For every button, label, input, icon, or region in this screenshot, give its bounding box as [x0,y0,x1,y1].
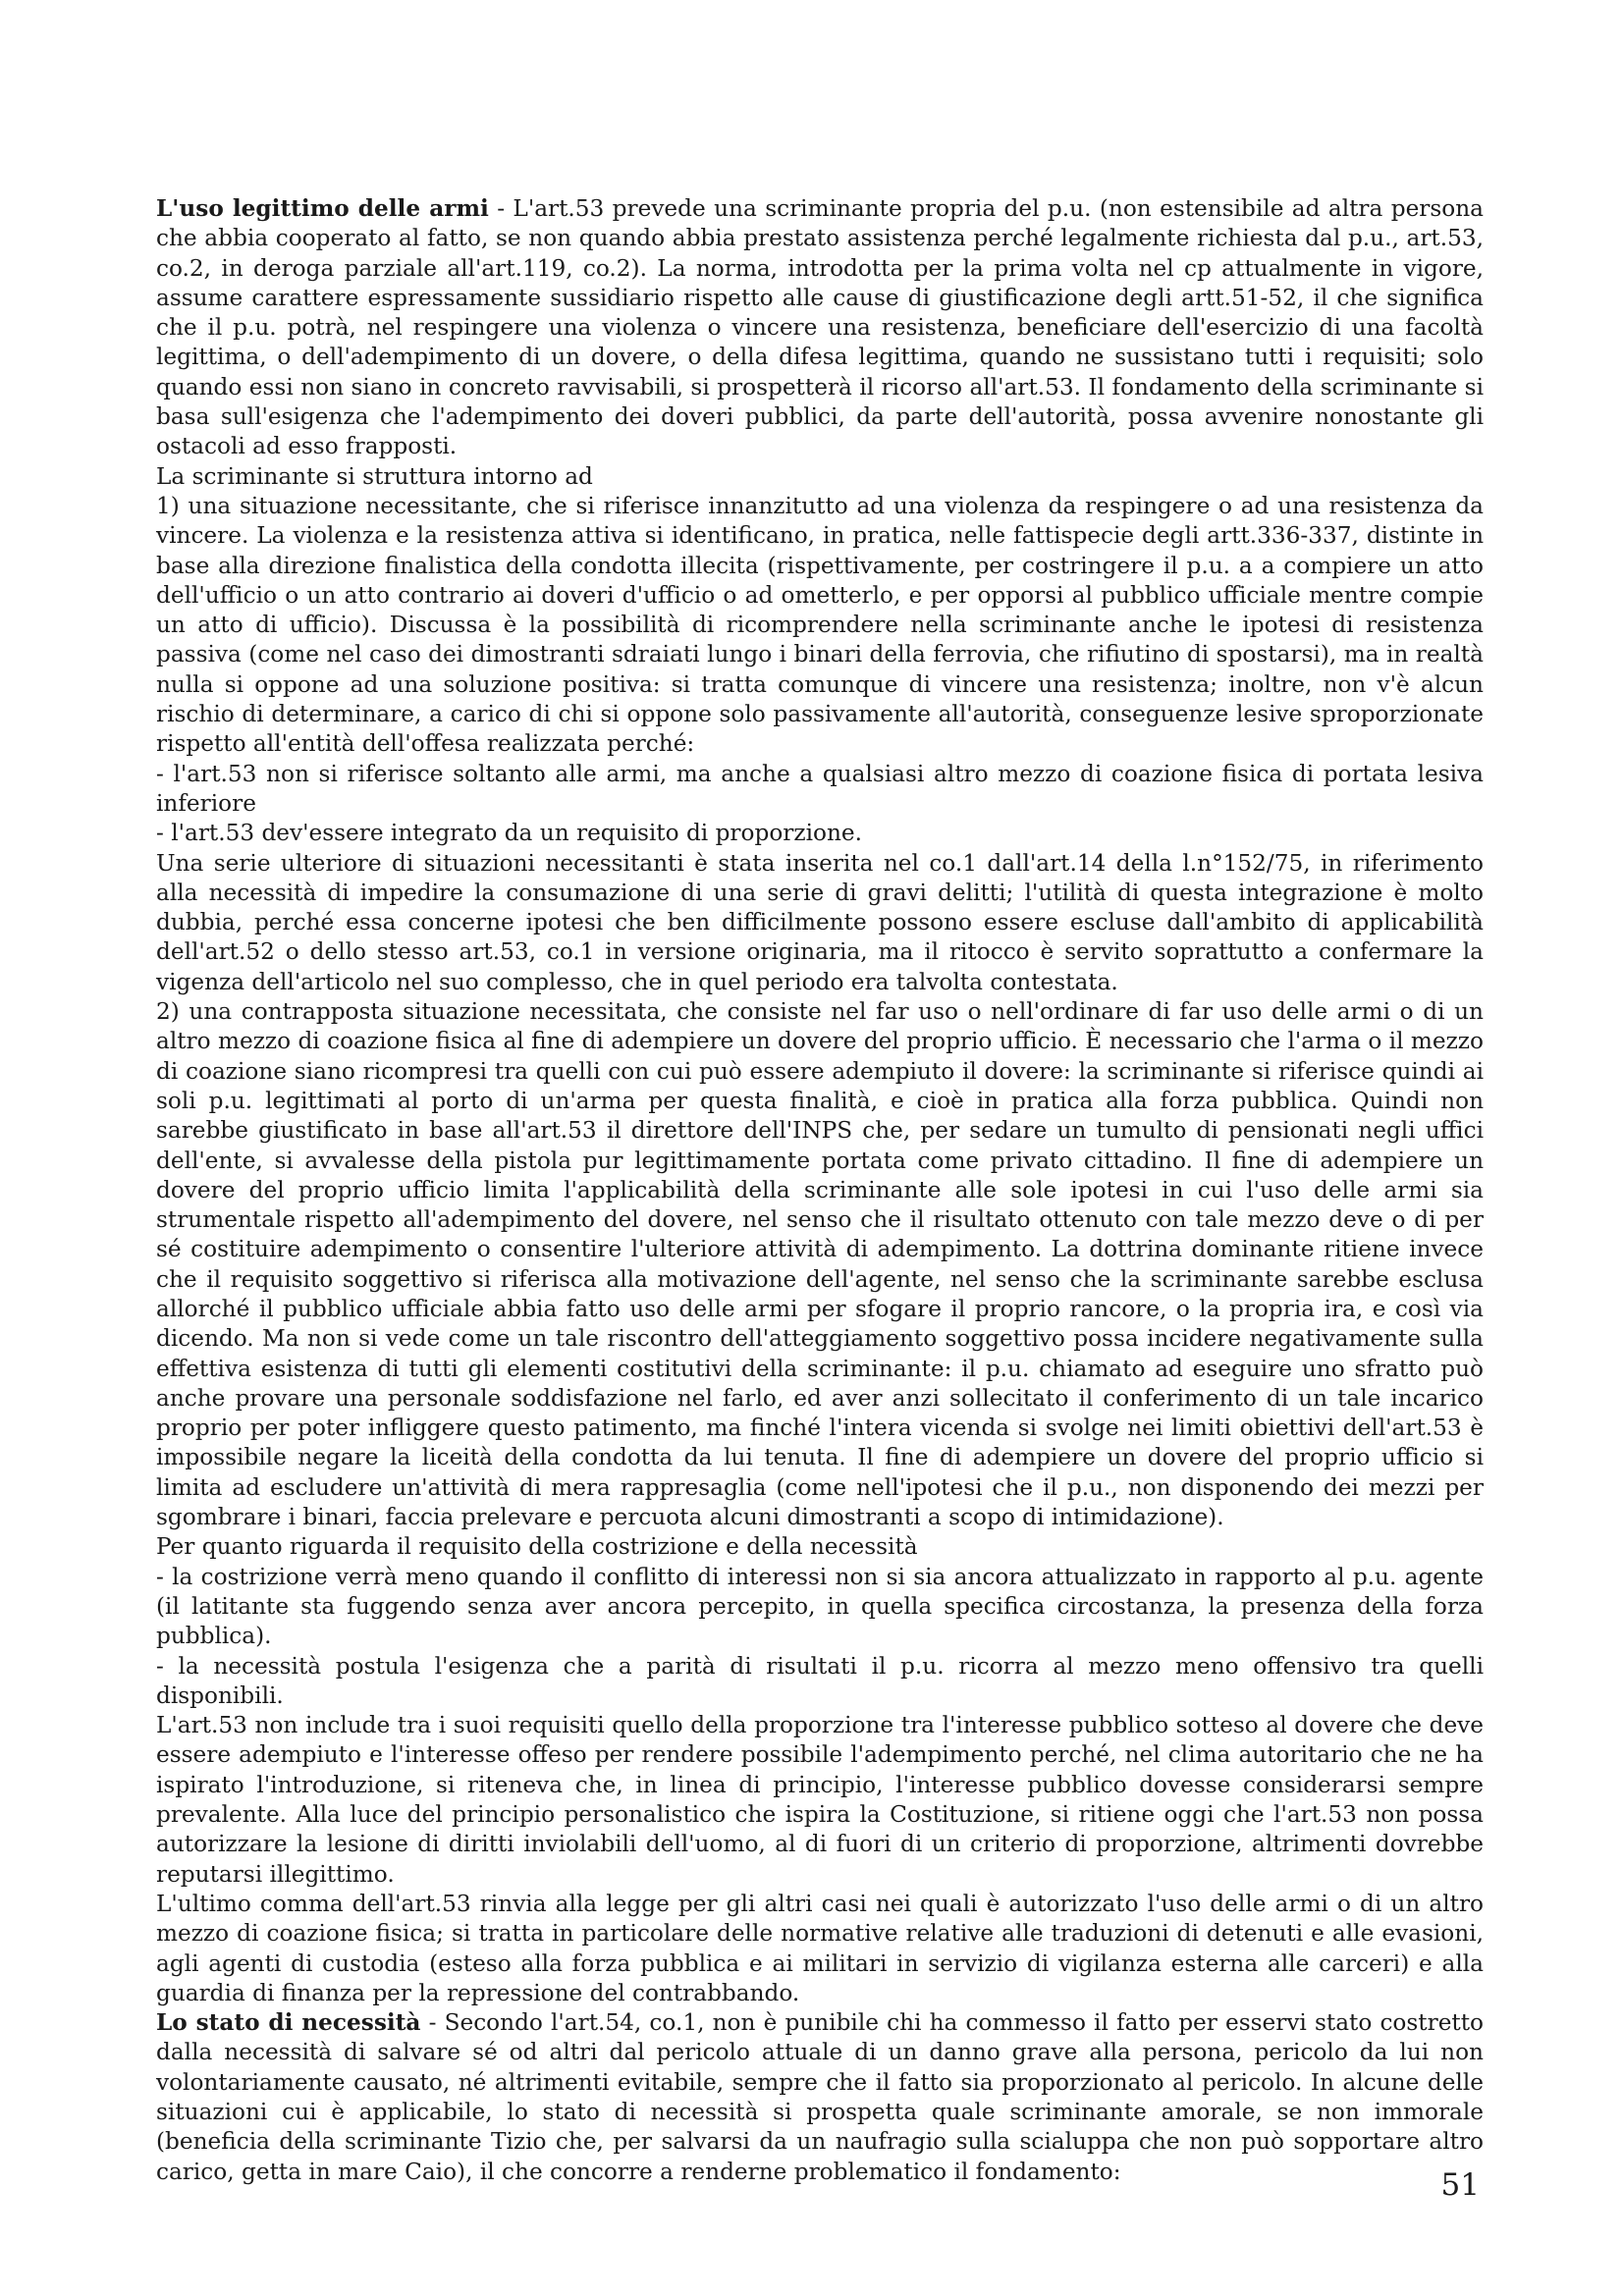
section-heading-uso-legittimo-armi: L'uso legittimo delle armi [156,195,489,222]
paragraph: Una serie ulteriore di situazioni necessitanti è stata inserita nel co.1 dall'art.14 della l.n°152/75, in riferimento alla necessità di impedire la consumazione di una serie di gravi delitti; l'utilità di questa integrazione è molto dubbia, perché essa concerne ipotesi che ben difficilmente possono essere escluse dall'ambito di applicabilità dell'art.52 o dello stesso art.53, co.1 in versione originaria, ma il ritocco è servito soprattutto a confermare la vigenza dell'articolo nel suo complesso, che in quel periodo era talvolta contestata. [156,849,1484,995]
list-item: - la necessità postula l'esigenza che a parità di risultati il p.u. ricorra al mezzo meno offensivo tra quelli disponibili. [156,1652,1484,1709]
paragraph: Per quanto riguarda il requisito della costrizione e della necessità [156,1533,918,1561]
paragraph-text: - L'art.53 prevede una scriminante propria del p.u. (non estensibile ad altra persona che abbia cooperato al fatto, se non quando abbia prestato assistenza perché legalmente richiesta dal p.u., art.53, co.2, in deroga parziale all'art.119, co.2). La norma, introdotta per la prima volta nel cp attualmente in vigore, assume carattere espressamente sussidiario rispetto alle cause di giustificazione degli artt.51-52, il che significa che il p.u. potrà, nel respingere una violenza o vincere una resistenza, beneficiare dell'esercizio di una facoltà legittima, o dell'adempimento di un dovere, o della difesa legittima, quando ne sussistano tutti i requisiti; solo quando essi non siano in concreto ravvisabili, si prospetterà il ricorso all'art.53. Il fondamento della scriminante si basa sull'esigenza che l'adempimento dei doveri pubblici, da parte dell'autorità, possa avvenire nonostante gli ostacoli ad esso frapposti. [156,195,1484,460]
paragraph: L'ultimo comma dell'art.53 rinvia alla legge per gli altri casi nei quali è autorizzato l'uso delle armi o di un altro mezzo di coazione fisica; si tratta in particolare delle normative relative alle traduzioni di detenuti e alle evasioni, agli agenti di custodia (esteso alla forza pubblica e ai militari in servizio di vigilanza esterna alle carceri) e alla guardia di finanza per la repressione del contrabbando. [156,1890,1484,2006]
body-text [156,194,1484,2187]
page-number: 51 [1440,2167,1480,2203]
paragraph-uso-legittimo-armi [156,194,1484,462]
paragraph-text: - Secondo l'art.54, co.1, non è punibile chi ha commesso il fatto per esservi stato costretto dalla necessità di salvare sé od altri dal pericolo attuale di un danno grave alla persona, pericolo da lui non volontariamente causato, né altrimenti evitabile, sempre che il fatto sia proporzionato al pericolo. In alcune delle situazioni cui è applicabile, lo stato di necessità si prospetta quale scriminante amorale, se non immorale (beneficia della scriminante Tizio che, per salvarsi da un naufragio sulla scialuppa che non può sopportare altro carico, getta in mare Caio), il che concorre a renderne problematico il fondamento: [156,2009,1485,2185]
paragraph: La scriminante si struttura intorno ad [156,462,593,490]
paragraph-situazione-necessitante: 1) una situazione necessitante, che si riferisce innanzitutto ad una violenza da respingere o ad una resistenza da vincere. La violenza e la resistenza attiva si identificano, in pratica, nelle fattispecie degli artt.336-337, distinte in base alla direzione finalistica della condotta illecita (rispettivamente, per costringere il p.u. a a compiere un atto dell'ufficio o un atto contrario ai doveri d'ufficio o ad ometterlo, e per opporsi al pubblico ufficiale mentre compie un atto di ufficio). Discussa è la possibilità di ricomprendere nella scriminante anche le ipotesi di resistenza passiva (come nel caso dei dimostranti sdraiati lungo i binari della ferrovia, che rifiutino di spostarsi), ma in realtà nulla si oppone ad una soluzione positiva: si tratta comunque di vincere una resistenza; inoltre, non v'è alcun rischio di determinare, a carico di chi si oppone solo passivamente all'autorità, conseguenze lesive sproporzionate rispetto all'entità dell'offesa realizzata perché: [156,492,1484,758]
paragraph: L'art.53 non include tra i suoi requisiti quello della proporzione tra l'interesse pubblico sotteso al dovere che deve essere adempiuto e l'interesse offeso per rendere possibile l'adempimento perché, nel clima autoritario che ne ha ispirato l'introduzione, si riteneva che, in linea di principio, l'interesse pubblico dovesse considerarsi sempre prevalente. Alla luce del principio personalistico che ispira la Costituzione, si ritiene oggi che l'art.53 non possa autorizzare la lesione di diritti inviolabili dell'uomo, al di fuori di un criterio di proporzione, altrimenti dovrebbe reputarsi illegittimo. [156,1712,1484,1888]
paragraph-situazione-necessitata: 2) una contrapposta situazione necessitata, che consiste nel far uso o nell'ordinare di far uso delle armi o di un altro mezzo di coazione fisica al fine di adempiere un dovere del proprio ufficio. È necessario che l'arma o il mezzo di coazione siano ricompresi tra quelli con cui può essere adempiuto il dovere: la scriminante si riferisce quindi ai soli p.u. legittimati al porto di un'arma per questa finalità, e cioè in pratica alla forza pubblica. Quindi non sarebbe giustificato in base all'art.53 il direttore dell'INPS che, per sedare un tumulto di pensionati negli uffici dell'ente, si avvalesse della pistola pur legittimamente portata come privato cittadino. Il fine di adempiere un dovere del proprio ufficio limita l'applicabilità della scriminante alle sole ipotesi in cui l'uso delle armi sia strumentale rispetto all'adempimento del dovere, nel senso che il risultato ottenuto con tale mezzo deve o di per sé costituire adempimento o consentire l'ulteriore attività di adempimento. La dottrina dominante ritiene invece che il requisito soggettivo si riferisca alla motivazione dell'agente, nel senso che la scriminante sarebbe esclusa allorché il pubblico ufficiale abbia fatto uso delle armi per sfogare il proprio rancore, o la propria ira, e così via dicendo. Ma non si vede come un tale riscontro dell'atteggiamento soggettivo possa incidere negativamente sulla effettiva esistenza di tutti gli elementi costitutivi della scriminante: il p.u. chiamato ad eseguire uno sfratto può anche provare una personale soddisfazione nel farlo, ed aver anzi sollecitato il conferimento di un tale incarico proprio per poter infliggere questo patimento, ma finché l'intera vicenda si svolge nei limiti obiettivi dell'art.53 è impossibile negare la liceità della condotta da lui tenuta. Il fine di adempiere un dovere del proprio ufficio si limita ad escludere un'attività di mera rappresaglia (come nell'ipotesi che il p.u., non disponendo dei mezzi per sgombrare i binari, faccia prelevare e percuota alcuni dimostranti a scopo di intimidazione). [156,998,1484,1531]
paragraph-stato-di-necessita [156,2008,1484,2187]
list-item: - l'art.53 non si riferisce soltanto alle armi, ma anche a qualsiasi altro mezzo di coazione fisica di portata lesiva inferiore [156,760,1484,817]
section-heading-stato-di-necessita: Lo stato di necessità [156,2009,421,2037]
list-item: - la costrizione verrà meno quando il conflitto di interessi non si sia ancora attualizzato in rapporto al p.u. agente (il latitante sta fuggendo senza aver ancora percepito, in quella specifica circostanza, la presenza della forza pubblica). [156,1563,1484,1650]
list-item: - l'art.53 dev'essere integrato da un requisito di proporzione. [156,820,862,847]
